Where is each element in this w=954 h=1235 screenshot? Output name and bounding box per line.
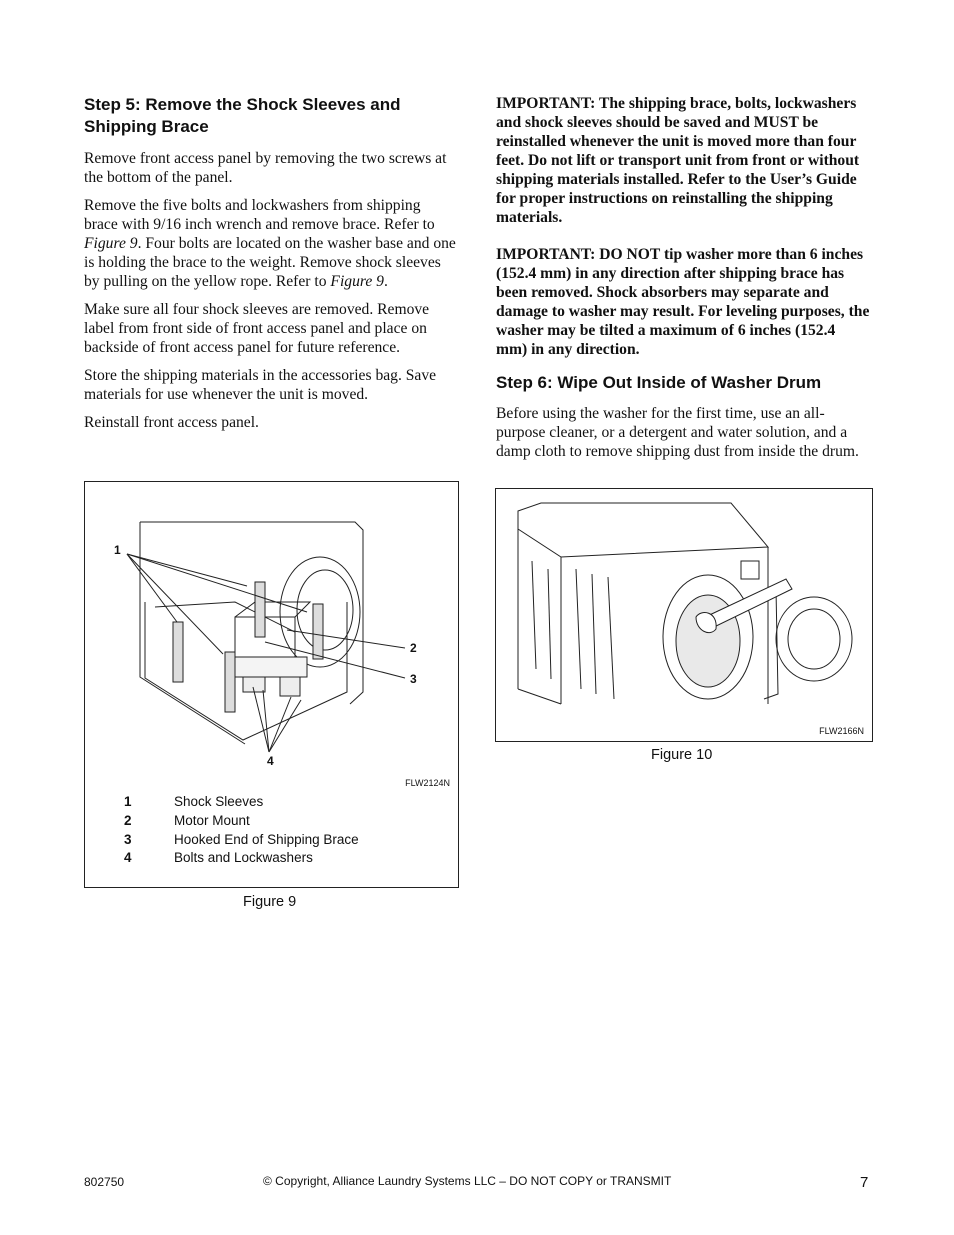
callout-2: 2 xyxy=(410,641,417,655)
step5-paragraph-1: Remove front access panel by removing the two screws at the bottom of the panel. xyxy=(84,150,447,186)
step5-paragraph-5: Reinstall front access panel. xyxy=(84,414,259,431)
step5-heading: Step 5: Remove the Shock Sleeves and Shipping Brace xyxy=(84,95,401,136)
figure-10-caption: Figure 10 xyxy=(651,747,713,763)
shipping-brace-illustration xyxy=(85,482,458,782)
step5-paragraph-3: Make sure all four shock sleeves are removed. Remove label from front side of front access panel and place on backside of front access panel for future reference. xyxy=(84,301,430,356)
legend-label: Bolts and Lockwashers xyxy=(174,850,313,865)
step6-heading: Step 6: Wipe Out Inside of Washer Drum xyxy=(496,373,822,392)
figure-9-code: FLW2124N xyxy=(405,778,450,788)
legend-label: Shock Sleeves xyxy=(174,794,264,809)
figure-9-reference: Figure 9 xyxy=(84,235,138,252)
right-column xyxy=(496,94,870,461)
figure-9-caption: Figure 9 xyxy=(243,894,297,910)
legend-number: 3 xyxy=(124,832,132,847)
left-column xyxy=(84,94,458,432)
important-note-1: IMPORTANT: The shipping brace, bolts, lockwashers and shock sleeves should be saved and MUST be reinstalled whenever the unit is moved more than four feet. Do not lift or transport unit from front or without shipping materials installed. Refer to the User’s Guide for proper instructions on reinstalling the shipping materials. xyxy=(496,95,860,226)
copyright-notice: © Copyright, Alliance Laundry Systems LLC – DO NOT COPY or TRANSMIT xyxy=(263,1174,672,1188)
step5-paragraph-4: Store the shipping materials in the accessories bag. Save materials for use whenever the unit is moved. xyxy=(84,367,437,403)
legend-label: Hooked End of Shipping Brace xyxy=(174,832,359,847)
page-number: 7 xyxy=(860,1174,869,1191)
step5-paragraph-2 xyxy=(84,196,458,291)
step6-paragraph-1: Before using the washer for the first time, use an all-purpose cleaner, or a detergent and water solution, and a damp cloth to remove shipping dust from inside the drum. xyxy=(496,405,859,460)
callout-4: 4 xyxy=(267,754,274,768)
legend-row xyxy=(124,850,424,868)
legend-number: 1 xyxy=(124,794,132,809)
legend-row xyxy=(124,832,424,850)
callout-1: 1 xyxy=(114,543,121,557)
legend-label: Motor Mount xyxy=(174,813,250,828)
figure-10-code: FLW2166N xyxy=(819,726,864,736)
washer-drum-illustration xyxy=(496,489,872,719)
important-note-2: IMPORTANT: DO NOT tip washer more than 6 inches (152.4 mm) in any direction after shipping brace has been removed. Shock absorbers may separate and damage to washer may result. For leveling purposes, the washer may be tilted a maximum of 6 inches (152.4 mm) in any direction. xyxy=(496,246,870,358)
figure-9-box xyxy=(84,481,459,888)
callout-3: 3 xyxy=(410,672,417,686)
legend-number: 2 xyxy=(124,813,132,828)
figure-10-box xyxy=(495,488,873,742)
legend-row xyxy=(124,813,424,831)
legend-number: 4 xyxy=(124,850,132,865)
legend-row xyxy=(124,794,424,812)
figure-9-reference: Figure 9 xyxy=(330,273,384,290)
document-number: 802750 xyxy=(84,1175,125,1189)
step5-paragraph-2-text-b: . Four bolts are located on the washer base and one is holding the brace to the weight. Remove shock sleeves by pulling on the yellow rope. Refer to xyxy=(84,235,456,290)
step5-paragraph-2-text-a: Remove the five bolts and lockwashers from shipping brace with 9/16 inch wrench and remove brace. Refer to xyxy=(84,197,435,233)
step5-paragraph-2-text-c: . xyxy=(383,273,388,290)
